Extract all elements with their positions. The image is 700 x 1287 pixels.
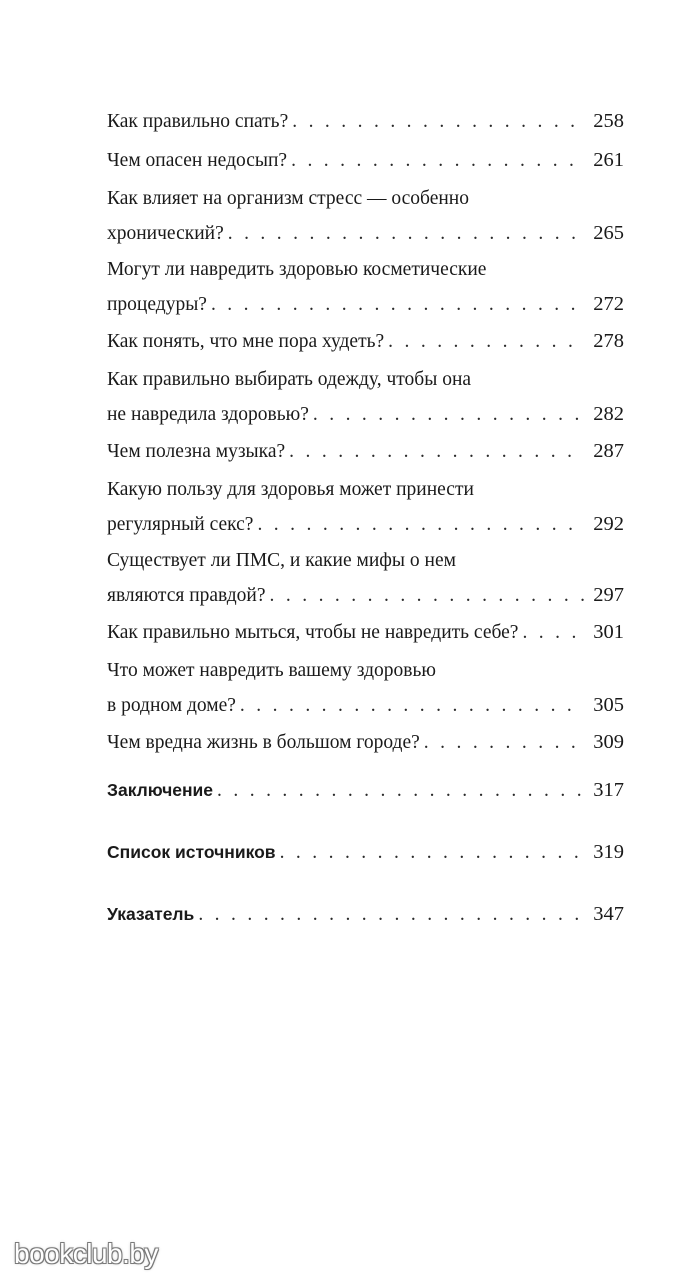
toc-entry-page: 258 bbox=[593, 110, 624, 132]
toc-entry-page: 292 bbox=[593, 513, 624, 535]
toc-entry bbox=[107, 544, 624, 612]
dot-leader bbox=[424, 726, 584, 760]
toc-entry-title: Чем опасен недосып? bbox=[107, 150, 288, 171]
toc-entry-page: 278 bbox=[593, 330, 624, 352]
toc-entry-page: 305 bbox=[593, 694, 624, 716]
dot-leader bbox=[211, 288, 584, 322]
toc-entry-title: Как правильно спать? bbox=[107, 111, 289, 132]
toc-entry-title-line-2: в родном доме? bbox=[107, 695, 236, 716]
toc-section-page: 319 bbox=[593, 841, 624, 863]
toc-entry bbox=[107, 615, 624, 651]
toc-entry-page: 282 bbox=[593, 403, 624, 425]
dot-leader bbox=[270, 579, 584, 613]
dot-leader bbox=[292, 105, 584, 139]
toc-entry-title-line-2: являются правдой? bbox=[107, 585, 266, 606]
toc-section-conclusion bbox=[107, 779, 624, 813]
toc-entry-title-line-2: хронический? bbox=[107, 223, 224, 244]
dot-leader bbox=[289, 435, 584, 469]
dot-leader bbox=[522, 616, 584, 650]
toc-section-title: Указатель bbox=[107, 904, 195, 924]
toc-entry-page: 272 bbox=[593, 293, 624, 315]
dot-leader bbox=[228, 217, 584, 251]
toc-entry-title-line-2: не навредила здоровью? bbox=[107, 404, 309, 425]
toc-section-sources bbox=[107, 841, 624, 875]
toc-entry-title: Чем вредна жизнь в большом городе? bbox=[107, 732, 420, 753]
toc-entry-page: 309 bbox=[593, 731, 624, 753]
toc-entry-page: 287 bbox=[593, 440, 624, 462]
toc-entry-title-line-2: регулярный секс? bbox=[107, 514, 254, 535]
toc-entry-title-line-1: Могут ли навредить здоровью косметические bbox=[107, 259, 487, 280]
toc-entry-page: 265 bbox=[593, 222, 624, 244]
toc-section-page: 317 bbox=[593, 779, 624, 801]
toc-section-index bbox=[107, 903, 624, 937]
toc-entry-title: Как понять, что мне пора худеть? bbox=[107, 331, 385, 352]
dot-leader bbox=[313, 398, 584, 432]
toc-section-title: Заключение bbox=[107, 780, 214, 800]
dot-leader bbox=[291, 144, 584, 178]
toc-entry bbox=[107, 654, 624, 722]
toc-entry-title: Как правильно мыться, чтобы не навредить себе? bbox=[107, 622, 519, 643]
toc-entry-title-line-1: Как влияет на организм стресс — особенно bbox=[107, 188, 469, 209]
toc-entry-title: Чем полезна музыка? bbox=[107, 441, 286, 462]
toc-section-title: Список источников bbox=[107, 842, 276, 862]
toc-entry-title-line-1: Существует ли ПМС, и какие мифы о нем bbox=[107, 550, 456, 571]
dot-leader bbox=[388, 325, 584, 359]
toc-entry bbox=[107, 725, 624, 761]
toc-entry bbox=[107, 104, 624, 140]
toc-entry bbox=[107, 363, 624, 431]
toc-entry-title-line-1: Какую пользу для здоровья может принести bbox=[107, 479, 474, 500]
toc-entry-page: 261 bbox=[593, 149, 624, 171]
toc-entry bbox=[107, 253, 624, 321]
dot-leader bbox=[240, 689, 584, 723]
dot-leader bbox=[280, 842, 584, 864]
toc-entry-title-line-1: Как правильно выбирать одежду, чтобы она bbox=[107, 369, 472, 390]
toc-entry bbox=[107, 324, 624, 360]
table-of-contents bbox=[107, 104, 624, 937]
toc-entry-title-line-1: Что может навредить вашему здоровью bbox=[107, 660, 436, 681]
dot-leader bbox=[198, 904, 584, 926]
dot-leader bbox=[217, 780, 584, 802]
dot-leader bbox=[257, 508, 584, 542]
toc-entry bbox=[107, 143, 624, 179]
toc-entry bbox=[107, 182, 624, 250]
toc-entry bbox=[107, 473, 624, 541]
toc-entry-page: 297 bbox=[593, 584, 624, 606]
toc-section-page: 347 bbox=[593, 903, 624, 925]
watermark: bookclub.by bbox=[14, 1238, 158, 1269]
toc-entry-title-line-2: процедуры? bbox=[107, 294, 207, 315]
toc-entry bbox=[107, 434, 624, 470]
toc-entry-page: 301 bbox=[593, 621, 624, 643]
